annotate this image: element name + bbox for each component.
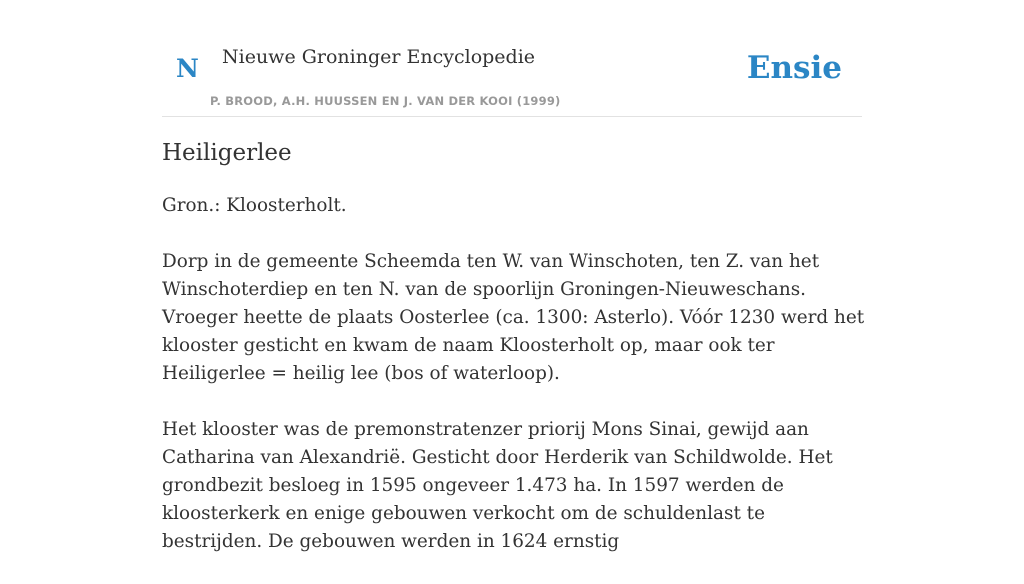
entry-body: [162, 192, 867, 584]
entry-paragraph: Het klooster was de premonstratenzer priorij Mons Sinai, gewijd aan Catharina van Alexandrië. Gesticht door Herderik van Schildwolde. Het grondbezit besloeg in 1595 ongeveer 1.473 ha. In 1597 werden de kloosterkerk en enige gebouwen verkocht om de schuldenlast te bestrijden. De gebouwen werden in 1624 ernstig: [162, 419, 833, 552]
ensie-logo[interactable]: Ensie: [746, 50, 842, 86]
book-authors: P. BROOD, A.H. HUUSSEN EN J. VAN DER KOOI (1999): [210, 94, 561, 108]
page: [162, 0, 865, 552]
entry-paragraph: Dorp in de gemeente Scheemda ten W. van Winschoten, ten Z. van het Winschoterdiep en ten N. van de spoorlijn Groningen-Nieuweschans. Vroeger heette de plaats Oosterlee (ca. 1300: Asterlo). Vóór 1230 werd het klooster gesticht en kwam de naam Kloosterholt op, maar ook ter Heiligerlee = heilig lee (bos of waterloop).: [162, 251, 865, 384]
encyclopedia-logo[interactable]: N: [176, 54, 199, 83]
header: [162, 0, 862, 117]
entry-paragraph: Gron.: Kloosterholt.: [162, 195, 347, 216]
entry-title: Heiligerlee: [162, 140, 292, 166]
book-title-link[interactable]: Nieuwe Groninger Encyclopedie: [222, 46, 536, 68]
